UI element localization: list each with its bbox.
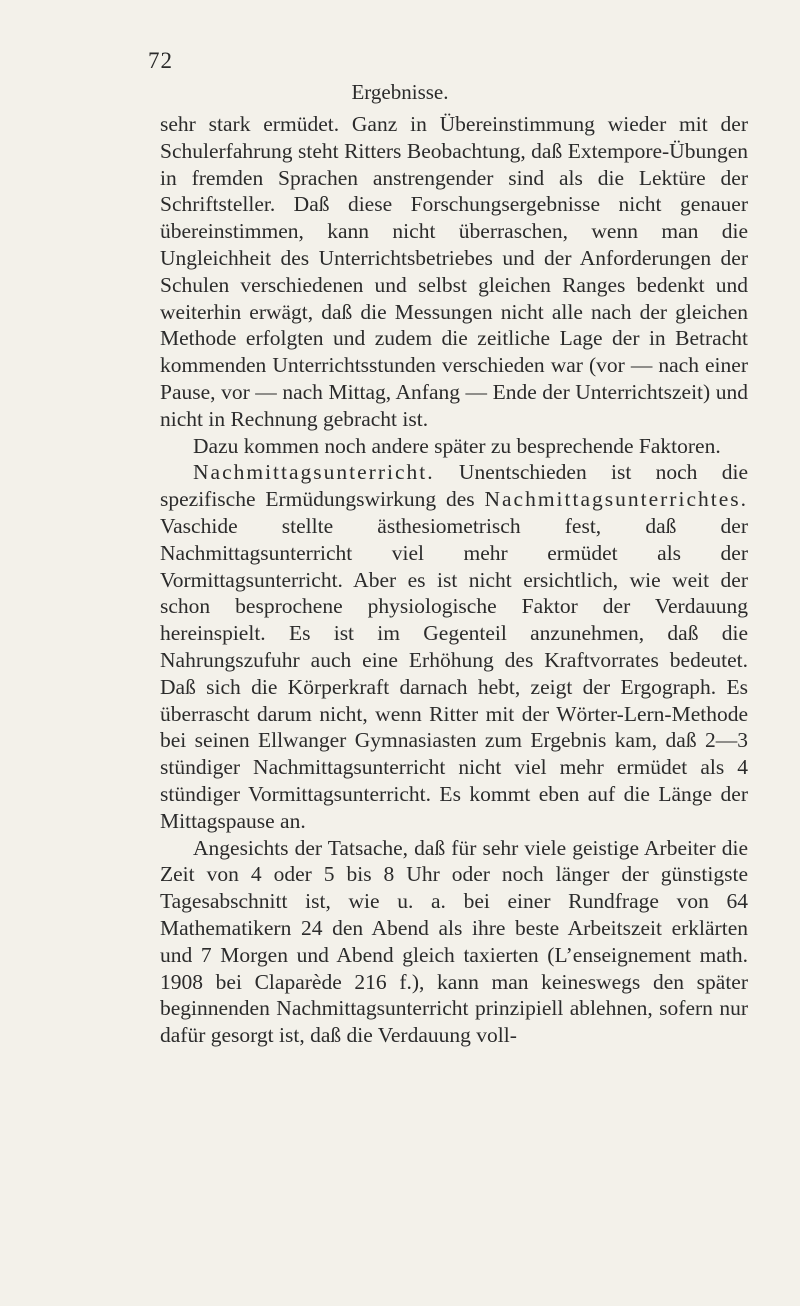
page-number: 72: [148, 48, 173, 73]
paragraph-3: [160, 459, 748, 834]
paragraph-3-text-b: Vaschide stellte ästhesiometrisch fest, daß der Nachmittagsunterricht viel mehr ermüdet als der Vormittagsunterricht. Aber es ist nicht ersichtlich, wie weit der schon besprochene physiologische Faktor der Verdauung hereinspielt. Es ist im Gegenteil anzunehmen, daß die Nahrungszufuhr auch eine Erhöhung des Kraftvorrates bedeutet. Daß sich die Körperkraft darnach hebt, zeigt der Ergograph. Es überrascht darum nicht, wenn Ritter mit der Wörter-Lern-Methode bei seinen Ellwanger Gymnasiasten zum Ergebnis kam, daß 2—3 stündiger Nachmittagsunterricht nicht viel mehr ermüdet als 4 stündiger Vormittagsunterricht. Es kommt eben auf die Länge der Mittagspause an.: [160, 513, 748, 833]
paragraph-3-text-a: Unentschieden ist noch die spezifische Ermüdungswirkung des: [160, 460, 748, 512]
emphasis-nachmittagsunterrichtes: Nachmittagsunterrichtes.: [484, 487, 748, 512]
section-heading-nachmittagsunterricht: Nachmittagsunterricht.: [193, 460, 435, 485]
paragraph-4: Angesichts der Tatsache, daß für sehr viele geistige Arbeiter die Zeit von 4 oder 5 bis 8 Uhr oder noch länger der günstigste Tagesabschnitt ist, wie u. a. bei einer Rundfrage von 64 Mathematikern 24 den Abend als ihre beste Arbeitszeit erklärten und 7 Morgen und Abend gleich taxierten (L’enseignement math. 1908 bei Claparède 216 f.), kann man keineswegs den später beginnenden Nachmittagsunterricht prinzipiell ablehnen, sofern nur dafür gesorgt ist, daß die Verdauung voll-: [160, 835, 748, 1048]
running-head: Ergebnisse.: [351, 80, 449, 104]
paragraph-1: sehr stark ermüdet. Ganz in Übereinstimmung wieder mit der Schulerfahrung steht Ritters Beobachtung, daß Extempore-Übungen in fremden Sprachen anstrengender sind als die Lektüre der Schriftsteller. Daß diese Forschungsergebnisse nicht genauer übereinstimmen, kann nicht überraschen, wenn man die Ungleichheit des Unterrichtsbetriebes und der Anforderungen der Schulen verschiedenen und selbst gleichen Ranges bedenkt und weiterhin erwägt, daß die Messungen nicht alle nach der gleichen Methode erfolgten und zudem die zeitliche Lage der in Betracht kommenden Unterrichtsstunden verschieden war (vor — nach einer Pause, vor — nach Mittag, Anfang — Ende der Unterrichtszeit) und nicht in Rechnung gebracht ist.: [160, 112, 748, 431]
body-text: [160, 111, 748, 1049]
paragraph-2: Dazu kommen noch andere später zu besprechende Faktoren.: [193, 433, 721, 458]
